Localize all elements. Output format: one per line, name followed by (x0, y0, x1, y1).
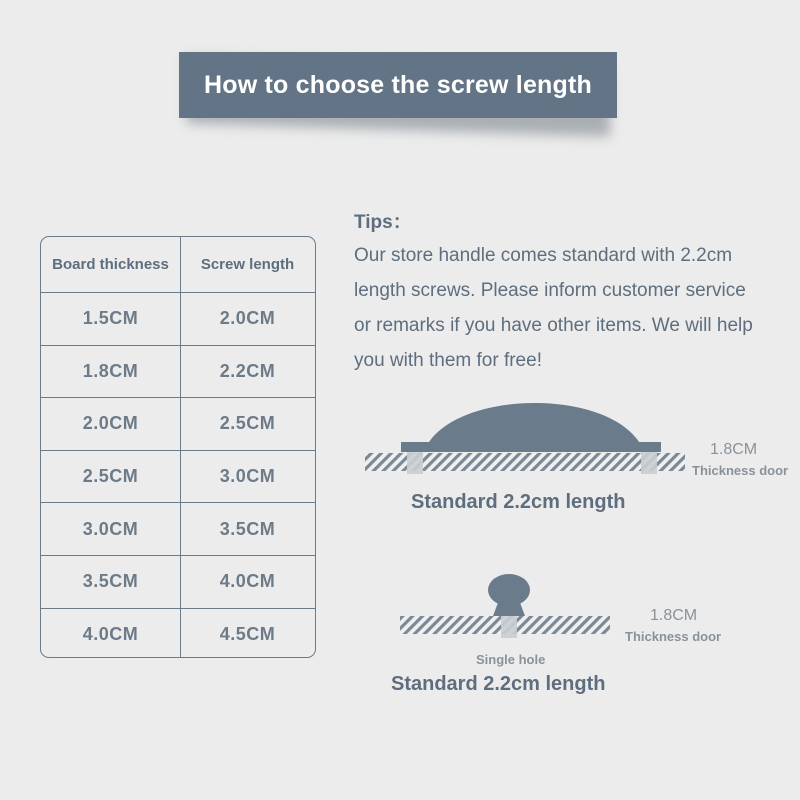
screw-length-cell: 3.0CM (219, 466, 276, 487)
board-thickness-cell: 4.0CM (41, 609, 181, 658)
table-row (41, 609, 315, 658)
door-label: Thickness door (625, 629, 722, 644)
table-row (41, 293, 315, 346)
single-hole-label: Single hole (476, 652, 546, 667)
knob-diagram (395, 572, 620, 652)
thickness-label: 1.8CM (710, 441, 758, 458)
board-thickness-cell: 2.0CM (41, 398, 181, 450)
tips-title: Tips： (354, 212, 412, 233)
knob-caption: Standard 2.2cm length (391, 673, 606, 695)
table-row (41, 503, 315, 556)
screw-length-cell: 3.5CM (219, 518, 276, 539)
thickness-label: 1.8CM (650, 607, 698, 624)
tips-text (354, 238, 784, 378)
header-screw-length: Screw length (200, 256, 295, 273)
header-board-thickness: Board thickness (41, 237, 181, 292)
board-thickness-cell: 1.5CM (41, 293, 181, 345)
screw-length-cell: 2.0CM (219, 308, 276, 329)
screw-length-cell: 4.0CM (219, 571, 276, 592)
tips-line: or remarks if you have other items. We will help (354, 315, 753, 336)
table-row (41, 346, 315, 399)
door-label: Thickness door (692, 463, 789, 478)
screw (407, 450, 423, 474)
tips-line: Our store handle comes standard with 2.2cm (354, 245, 733, 266)
table-row (41, 451, 315, 504)
tips-line: you with them for free! (354, 350, 542, 371)
bar-handle (401, 403, 661, 452)
board-thickness-cell: 2.5CM (41, 451, 181, 503)
tips-line: length screws. Please inform customer service (354, 280, 746, 301)
screw-length-cell: 2.5CM (219, 413, 276, 434)
screw-length-cell: 4.5CM (219, 624, 276, 645)
screw (641, 450, 657, 474)
screw-length-table (40, 236, 316, 658)
screw-length-cell: 2.2CM (219, 360, 276, 381)
page-title-banner (179, 52, 617, 118)
board-thickness-cell: 1.8CM (41, 346, 181, 398)
board-thickness-cell: 3.0CM (41, 503, 181, 555)
page-title: How to choose the screw length (204, 70, 592, 99)
table-header-row (41, 237, 315, 293)
table-row (41, 556, 315, 609)
board-thickness-cell: 3.5CM (41, 556, 181, 608)
table-row (41, 398, 315, 451)
handle-diagram (355, 398, 695, 480)
handle-caption: Standard 2.2cm length (411, 491, 626, 513)
